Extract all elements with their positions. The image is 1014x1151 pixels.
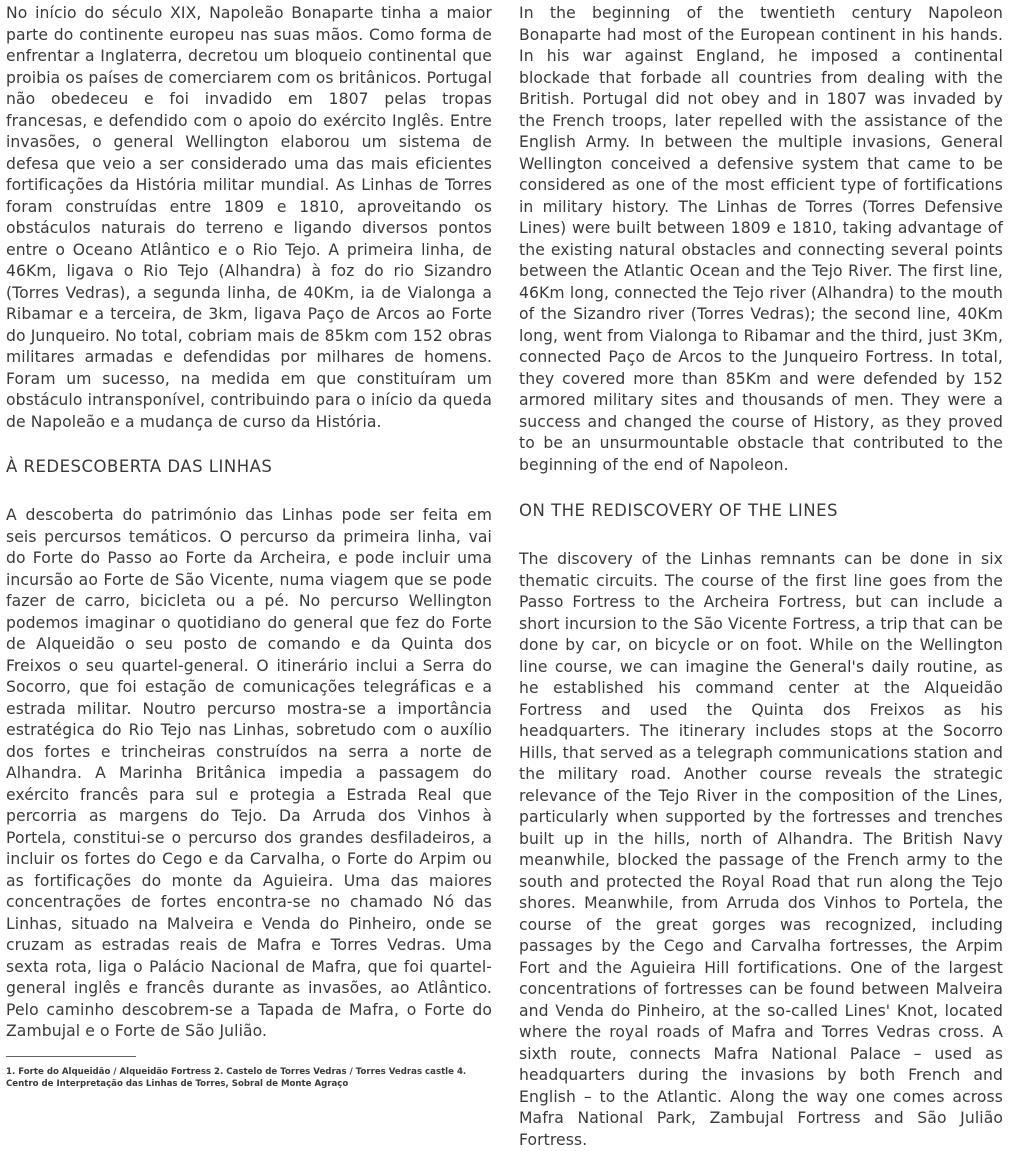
pt-routes-paragraph: A descoberta do património das Linhas pode ser feita em seis percursos temáticos. O percurso da primeira linha, vai do Forte do Passo ao Forte da Archeira, e pode incluir uma incursão ao Forte de São Vicente, numa viagem que se pode fazer de carro, bicicleta ou a pé. No percurso Wellington podemos imaginar o quotidiano do general que fez do Forte de Alqueidão o seu posto de comando e da Quinta dos Freixos o seu quartel-general. O itinerário inclui a Serra do Socorro, que foi estação de comunicações telegráficas e a estrada militar. Noutro percurso mostra-se a importância estratégica do Rio Tejo nas Linhas, sobretudo com o auxílio dos fortes e trincheiras construídos na serra a norte de Alhandra. A Marinha Britânica impedia a passagem do exército francês para sul e protegia a Estrada Real que percorria as margens do Tejo. Da Arruda dos Vinhos à Portela, constitui-se o percurso dos grandes desfiladeiros, a incluir os fortes do Cego e da Carvalha, o Forte do Arpim ou as fortificações do monte da Aguieira. Uma das maiores concentrações de fortes encontra-se no chamado Nó das Linhas, situado na Malveira e Venda do Pinheiro, onde se cruzam as estradas reais de Mafra e Torres Vedras. Uma sexta rota, liga o Palácio Nacional de Mafra, que foi quartel-general inglês e francês durante as invasões, ao Atlântico. Pelo caminho descobrem-se a Tapada de Mafra, o Forte do Zambujal e o Forte de São Julião. xyxy=(6,506,492,1040)
pt-intro-paragraph: No início do século XIX, Napoleão Bonaparte tinha a maior parte do continente europeu nas suas mãos. Como forma de enfrentar a Inglaterra, decretou um bloqueio continental que proibia os países de comerciarem com os britânicos. Portugal não obedeceu e foi invadido em 1807 pelas tropas francesas, e defendido com o apoio do exército Inglês. Entre invasões, o general Wellington elaborou um sistema de defesa que veio a ser considerado uma das mais eficientes fortificações da História militar mundial. As Linhas de Torres foram construídas entre 1809 e 1810, aproveitando os obstáculos naturais do terreno e ligando diversos pontos entre o Oceano Atlântico e o Rio Tejo. A primeira linha, de 46Km, ligava o Rio Tejo (Alhandra) à foz do rio Sizandro (Torres Vedras), a segunda linha, de 40Km, ia de Vialonga a Ribamar e a terceira, de 3km, ligava Paço de Arcos ao Forte do Junqueiro. No total, cobriam mais de 85km com 152 obras militares armadas e defendidas por milhares de homens. Foram um sucesso, na medida em que constituíram um obstáculo intransponível, contribuindo para o início da queda de Napoleão e a mudança de curso da História. xyxy=(6,4,492,431)
portuguese-column xyxy=(6,0,492,1043)
en-intro-paragraph: In the beginning of the twentieth century Napoleon Bonaparte had most of the European continent in his hands. In his war against England, he imposed a continental blockade that forbade all countries from dealing with the British. Portugal did not obey and in 1807 was invaded by the French troops, later repelled with the assistance of the English Army. In between the multiple invasions, General Wellington conceived a defensive system that came to be considered as one of the most efficient type of fortifications in military history. The Linhas de Torres (Torres Defensive Lines) were built between 1809 e 1810, taking advantage of the existing natural obstacles and connecting several points between the Atlantic Ocean and the Tejo River. The first line, 46Km long, connected the Tejo river (Alhandra) to the mouth of the Sizandro river (Torres Vedras); the second line, 40Km long, went from Vialonga to Ribamar and the third, just 3Km, connected Paço de Arcos to the Junqueiro Fortress. In total, they covered more than 85Km and were defended by 152 armored military sites and thousands of men. They were a success and changed the course of History, as they proved to be an unsurmountable obstacle that contributed to the beginning of the end of Napoleon. xyxy=(519,4,1003,474)
footnote-divider xyxy=(6,1056,136,1057)
pt-section-heading: À REDESCOBERTA DAS LINHAS xyxy=(6,457,273,476)
en-section-heading: ON THE REDISCOVERY OF THE LINES xyxy=(519,501,839,520)
english-column xyxy=(519,0,1003,1151)
photo-captions-footnote: 1. Forte do Alqueidão / Alqueidão Fortress 2. Castelo de Torres Vedras / Torres Vedras castle 4. Centro de Interpretação das Linhas de Torres, Sobral de Monte Agraço xyxy=(6,1067,467,1089)
en-routes-paragraph: The discovery of the Linhas remnants can be done in six thematic circuits. The course of the first line goes from the Passo Fortress to the Archeira Fortress, but can include a short incursion to the São Vicente Fortress, a trip that can be done by car, on bicycle or on foot. While on the Wellington line course, we can imagine the General's daily routine, as he established his command center at the Alqueidão Fortress and used the Quinta dos Freixos as his headquarters. The itinerary includes stops at the Socorro Hills, that served as a telegraph communications station and the military road. Another course reveals the strategic relevance of the Tejo River in the composition of the Lines, particularly when supported by the fortresses and trenches built up in the hills, north of Alhandra. The British Navy meanwhile, blocked the passage of the French army to the south and protected the Royal Road that run along the Tejo shores. Meanwhile, from Arruda dos Vinhos to Portela, the course of the great gorges was recognized, including passages by the Cego and Carvalha fortresses, the Arpim Fort and the Aguieira Hill fortifications. One of the largest concentrations of fortresses can be found between Malveira and Venda do Pinheiro, at the so-called Lines' Knot, located where the royal roads of Mafra and Torres Vedras cross. A sixth route, connects Mafra National Palace – used as headquarters during the invasions by both French and English – to the Atlantic. Along the way one comes across Mafra National Park, Zambujal Fortress and São Julião Fortress. xyxy=(519,550,1003,1149)
